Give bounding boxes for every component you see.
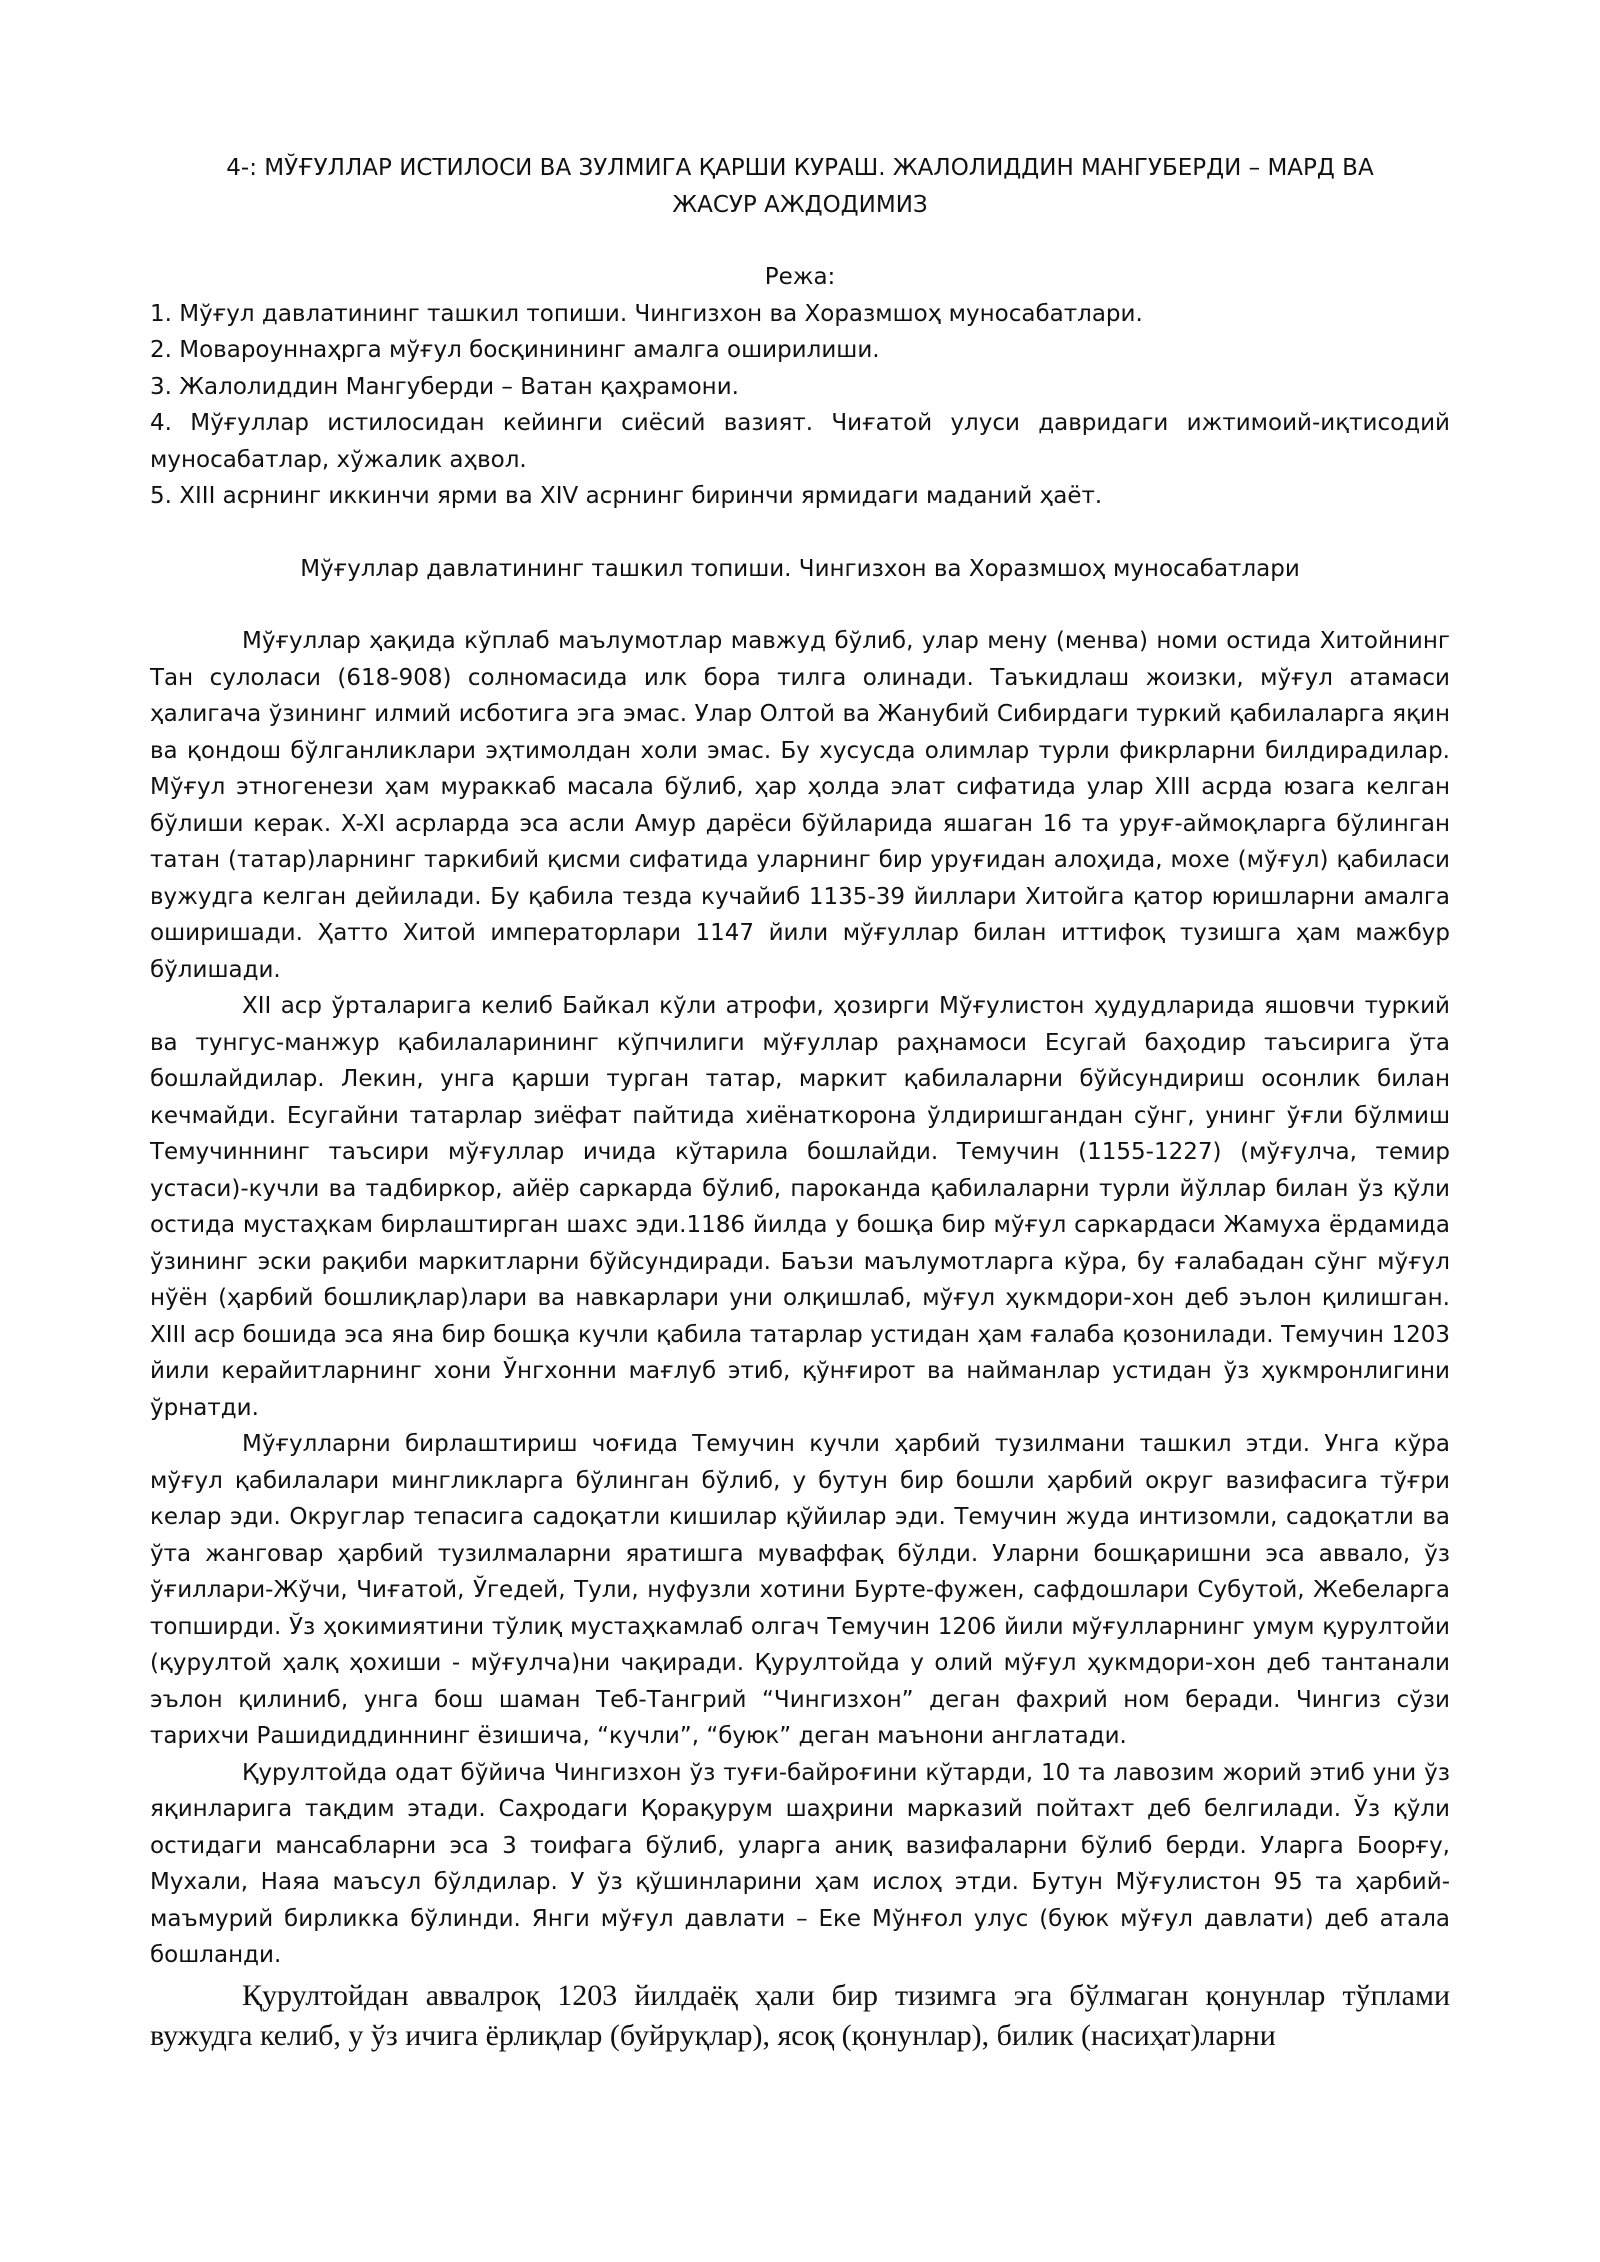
title-line-2: ЖАСУР АЖДОДИМИЗ [672, 191, 928, 218]
body-text [150, 623, 1450, 2056]
document-page [150, 150, 1450, 2056]
plan-item: 3. Жалолиддин Мангуберди – Ватан қаҳрамони. [150, 373, 739, 400]
title-line-1: 4-: МЎҒУЛЛАР ИСТИЛОСИ ВА ЗУЛМИГА ҚАРШИ КУРАШ. ЖАЛОЛИДДИН МАНГУБЕРДИ – МАРД ВА [226, 155, 1374, 181]
plan-item: 5. XIII асрнинг иккинчи ярми ва XIV асрнинг биринчи ярмидаги маданий ҳаёт. [150, 483, 1103, 509]
plan-item: 1. Мўғул давлатининг ташкил топиши. Чингизхон ва Хоразмшоҳ муносабатлари. [150, 300, 1143, 327]
body-paragraph-serif: Қурултойдан аввалроқ 1203 йилдаёқ ҳали бир тизимга эга бўлмаган қонунлар тўплами вужудга келиб, у ўз ичига ёрлиқлар (буйруқлар), ясоқ (қонунлар), билик (насиҳат)ларни [150, 1978, 1450, 2052]
section-heading: Мўғуллар давлатининг ташкил топиши. Чингизхон ва Хоразмшоҳ муносабатлари [300, 555, 1300, 582]
body-paragraph: Мўғуллар ҳақида кўплаб маълумотлар мавжуд бўлиб, улар мену (менва) номи остида Хитойнинг Тан сулоласи (618-908) солномасида илк бора тилга олинади. Таъкидлаш жоизки, мўғул атамаси ҳалигача ўзининг илмий исботига эга эмас. Улар Олтой ва Жанубий Сибирдаги туркий қабилаларга яқин ва қондош бўлганликлари эҳтимолдан холи эмас. Бу хусусда олимлар турли фикрларни билдирадилар. Мўғул этногенези ҳам мураккаб масала бўлиб, ҳар ҳолда элат сифатида улар XIII асрда юзага келган бўлиши керак. X-XI асрларда эса асли Амур дарёси бўйларида яшаган 16 та уруғ-аймоқларга бўлинган татан (татар)ларнинг таркибий қисми сифатида уларнинг бир уруғидан алоҳида, мохе (мўғул) қабиласи вужудга келган дейилади. Бу қабила тезда кучайиб 1135-39 йиллари Хитойга қатор юришларни амалга оширишади. Ҳатто Хитой императорлари 1147 йили мўғуллар билан иттифоқ тузишга ҳам мажбур бўлишади. [150, 628, 1450, 983]
plan-list [150, 296, 1450, 515]
body-paragraph: Қурултойда одат бўйича Чингизхон ўз туғи-байроғини кўтарди, 10 та лавозим жорий этиб уни ўз яқинларига тақдим этади. Саҳродаги Қорақурум шаҳрини марказий пойтахт деб белгилади. Ўз қўли остидаги мансабларни эса 3 тоифага бўлиб, уларга аниқ вазифаларни бўлиб берди. Уларга Боорғу, Мухали, Наяа маъсул бўлдилар. У ўз қўшинларини ҳам ислоҳ этди. Бутун Мўғулистон 95 та ҳарбий-маъмурий бирликка бўлинди. Янги мўғул давлати – Еке Мўнғол улус (буюк мўғул давлати) деб атала бошланди. [150, 1759, 1450, 1968]
plan-item: 2. Мовароуннаҳрга мўғул босқинининг амалга оширилиши. [150, 337, 880, 363]
plan-item: 4. Мўғуллар истилосидан кейинги сиёсий вазият. Чиғатой улуси давридаги ижтимоий-иқтисодий муносабатлар, хўжалик аҳвол. [150, 410, 1450, 473]
body-paragraph: XII аср ўрталарига келиб Байкал кўли атрофи, ҳозирги Мўғулистон ҳудудларида яшовчи туркий ва тунгус-манжур қабилаларининг кўпчилиги мўғуллар раҳнамоси Есугай баҳодир таъсирига ўта бошлайдилар. Лекин, унга қарши турган татар, маркит қабилаларни бўйсундириш осонлик билан кечмайди. Есугайни татарлар зиёфат пайтида хиёнаткорона ўлдиришгандан сўнг, унинг ўғли бўлмиш Темучиннинг таъсири мўғуллар ичида кўтарила бошлайди. Темучин (1155-1227) (мўғулча, темир устаси)-кучли ва тадбиркор, айёр саркарда бўлиб, пароканда қабилаларни турли йўллар билан ўз қўли остида мустаҳкам бирлаштирган шахс эди.1186 йилда у бошқа бир мўғул саркардаси Жамуха ёрдамида ўзининг эски рақиби маркитларни бўйсундиради. Баъзи маълумотларга кўра, бу ғалабадан сўнг мўғул нўён (ҳарбий бошлиқлар)лари ва навкарлари уни олқишлаб, мўғул ҳукмдори-хон деб эълон қилишган. XIII аср бошида эса яна бир бошқа кучли қабила татарлар устидан ҳам ғалаба қозонилади. Темучин 1203 йили керайитларнинг хони Ўнгхонни мағлуб этиб, қўнғирот ва найманлар устидан ўз ҳукмронлигини ўрнатди. [150, 993, 1450, 1421]
document-title [150, 150, 1450, 223]
body-paragraph: Мўғулларни бирлаштириш чоғида Темучин кучли ҳарбий тузилмани ташкил этди. Унга кўра мўғул қабилалари мингликларга бўлинган бўлиб, у бутун бир бошли ҳарбий округ вазифасига тўғри келар эди. Округлар тепасига садоқатли кишилар қўйилар эди. Темучин жуда интизомли, садоқатли ва ўта жанговар ҳарбий тузилмаларни яратишга муваффақ бўлди. Уларни бошқаришни эса аввало, ўз ўғиллари-Жўчи, Чиғатой, Ўгедей, Тули, нуфузли хотини Бурте-фужен, сафдошлари Субутой, Жебеларга топширди. Ўз ҳокимиятини тўлиқ мустаҳкамлаб олгач Темучин 1206 йили мўғулларнинг умум қурултойи (қурултой ҳалқ ҳохиши - мўғулча)ни чақиради. Қурултойда у олий мўғул ҳукмдори-хон деб тантанали эълон қилиниб, унга бош шаман Теб-Тангрий “Чингизхон” деган фахрий ном беради. Чингиз сўзи тарихчи Рашидиддиннинг ёзишича, “кучли”, “буюк” деган маънони англатади. [150, 1431, 1450, 1749]
plan-heading: Режа: [764, 264, 836, 290]
